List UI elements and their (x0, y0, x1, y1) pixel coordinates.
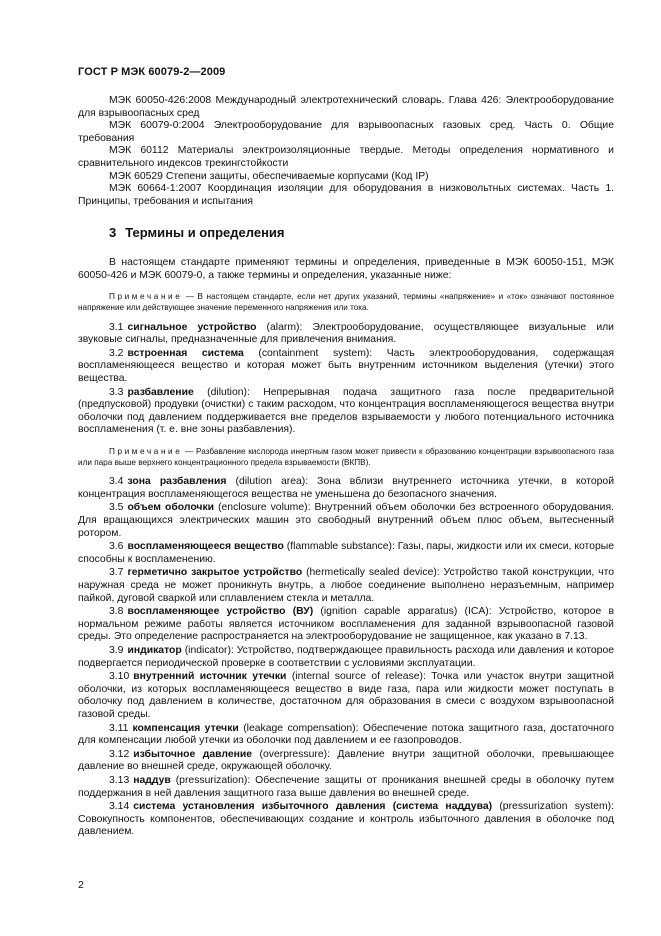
term-name: индикатор (127, 645, 182, 656)
term-text: (internal source of release): Точка или участок внутри защитной оболочки, из которых воспламеняющееся вещество в виде газа, пара или жидкости может поступать в оболочку под давлением в количестве, достаточном для образования в смеси с воздухом взрывоопасной газовой среды. (78, 671, 615, 720)
term-definition (78, 801, 614, 839)
term-number: 3.11 (109, 722, 129, 734)
references-list (78, 95, 614, 208)
term-definition (78, 567, 614, 605)
term-definition (78, 476, 614, 501)
term-text: (leakage compensation): Обеспечение потока защитного газа, достаточного для компенсации любой утечки из оболочки под давлением и ее газопроводов. (78, 722, 614, 747)
section-number: 3 (109, 225, 117, 241)
term-name: воспламеняющееся вещество (127, 541, 284, 553)
terms-list (78, 322, 614, 437)
term-definition (78, 322, 614, 347)
reference-item: МЭК 60664-1:2007 Координация изоляции для оборудования в низковольтных системах. Часть 1. Принципы, требования и испытания (78, 183, 614, 207)
term-text: (containment system): Часть электрооборудования, содержащая воспламеняющееся вещество и которая может быть внутренним источником выделения (утечки) этого вещества. (78, 347, 614, 384)
term-text: (pressurization system): Совокупность компонентов, обеспечивающих создание и контроль избыточного давления в оболочке под давлением. (78, 801, 614, 838)
term-name: система установления избыточного давления (система наддува) (133, 801, 493, 813)
term-name: наддув (133, 774, 171, 786)
term-name: герметично закрытое устройство (127, 567, 303, 579)
term-text: (dilution): Непрерывная подача защитного газа после предварительной (предпусковой) продувки (очистки) с таким расходом, что концентрация воспламеняющегося вещества внутри оболочки под давлением поддерживается вне пределов взрываемости у любого потенциального источника воспламенения (т. е. вне зоны разбавления). (78, 386, 614, 436)
document-body (78, 95, 614, 840)
term-definition (78, 541, 614, 566)
term-number: 3.2 (109, 347, 124, 359)
terms-list (78, 476, 614, 839)
note-text: — Разбавление кислорода инертным газом может привести к образованию концентрации взрывоопасного газа или пара выше верхнего концентрационного предела взрываемости (ВКПВ). (78, 446, 614, 468)
term-number: 3.7 (109, 567, 124, 579)
term-definition (78, 671, 614, 721)
term-text: (pressurization): Обеспечение защиты от проникания внешней среды в оболочку путем поддержания в ней давления защитного газа выше давления во внешней среде. (78, 774, 614, 799)
term-number: 3.8 (109, 606, 124, 618)
term-text: (dilution area): Зона вблизи внутреннего источника утечки, в которой концентрация воспламеняющегося вещества не уменьшена до безопасного значения. (78, 476, 614, 500)
term-name: встроенная система (127, 347, 244, 359)
term-name: зона разбавления (127, 476, 227, 488)
reference-item: МЭК 60529 Степени защиты, обеспечиваемые корпусами (Код IP) (109, 170, 429, 182)
term-text: (hermetically sealed device): Устройство такой конструкции, что наружная среда не может проникнуть внутрь, а любое соединение выполнено неразъемным, например пайкой, дуговой сваркой или сплавлением стекла и металла. (78, 567, 614, 604)
note-label: Примечание (109, 446, 183, 456)
section-intro: В настоящем стандарте применяют термины и определения, приведенные в МЭК 60050-151, МЭК 60050-426 и МЭК 60079-0, а также термины и определения, указанные ниже: (78, 256, 614, 281)
note (78, 446, 614, 468)
term-text: (enclosure volume): Внутренний объем оболочки без встроенного оборудования. Для вращающихся электрических машин это свободный внутренний объем плюс объем, вытесненный ротором. (78, 502, 614, 539)
term-number: 3.12 (109, 748, 130, 760)
term-name: избыточное давление (133, 748, 253, 760)
note-text: — В настоящем стандарте, если нет других указаний, термины «напряжение» и «ток» означают постоянное напряжение или действующее значение переменного напряжения или тока. (78, 292, 614, 313)
note-label: Примечание (109, 292, 183, 302)
term-name: внутренний источник утечки (133, 671, 287, 683)
term-definition (78, 775, 614, 800)
term-number: 3.5 (109, 502, 124, 514)
reference-item: МЭК 60112 Материалы электроизоляционные твердые. Методы определения нормативного и сравнительного индексов трекингстойкости (78, 145, 614, 169)
term-name: сигнальное устройство (127, 321, 257, 333)
term-definition (78, 348, 614, 386)
reference-item: МЭК 60079-0:2004 Электрооборудование для взрывоопасных газовых сред. Часть 0. Общие требования (78, 120, 614, 144)
term-text: (overpressure): Давление внутри защитной оболочки, превышающее давление во внешней среде, окружающей оболочку. (78, 748, 614, 773)
term-number: 3.13 (109, 774, 130, 786)
term-number: 3.6 (109, 541, 124, 553)
term-name: объем оболочки (127, 502, 215, 514)
term-text: (indicator): Устройство, подтверждающее правильность расхода или давления и которое подвергается периодической проверке в соответствии с условиями эксплуатации. (78, 645, 614, 669)
term-number: 3.9 (109, 645, 124, 656)
term-number: 3.1 (109, 321, 124, 333)
term-number: 3.3 (109, 386, 124, 398)
document-header: ГОСТ Р МЭК 60079-2—2009 (78, 66, 226, 78)
term-definition (78, 606, 614, 644)
reference-item: МЭК 60050-426:2008 Международный электротехнический словарь. Глава 426: Электрооборудование для взрывоопасных сред (78, 95, 614, 119)
term-number: 3.10 (109, 671, 130, 683)
term-number: 3.14 (109, 801, 130, 813)
note (78, 291, 614, 313)
term-text: (alarm): Электрооборудование, осуществляющее визуальные или звуковые сигналы, предназначенные для привлечения внимания. (78, 321, 614, 346)
term-number: 3.4 (109, 476, 124, 488)
term-definition (78, 645, 614, 670)
page-number: 2 (78, 879, 84, 891)
term-definition (78, 387, 614, 437)
term-definition (78, 723, 614, 748)
term-name: компенсация утечки (132, 722, 239, 734)
section-title: Термины и определения (125, 225, 285, 241)
term-name: разбавление (127, 386, 194, 398)
term-definition (78, 749, 614, 774)
term-text: (flammable substance): Газы, пары, жидкости или их смеси, которые способны к воспламенению. (78, 541, 614, 565)
term-text: (ignition capable apparatus) (ICA): Устройство, которое в нормальном режиме работы является источником воспламенения для заданной взрывоопасной газовой среды. Это определение распространяется на электрооборудование не защищенное, как указано в 7.13. (78, 606, 614, 643)
section-heading (109, 227, 614, 240)
term-name: воспламеняющее устройство (ВУ) (127, 606, 314, 618)
term-definition (78, 502, 614, 540)
